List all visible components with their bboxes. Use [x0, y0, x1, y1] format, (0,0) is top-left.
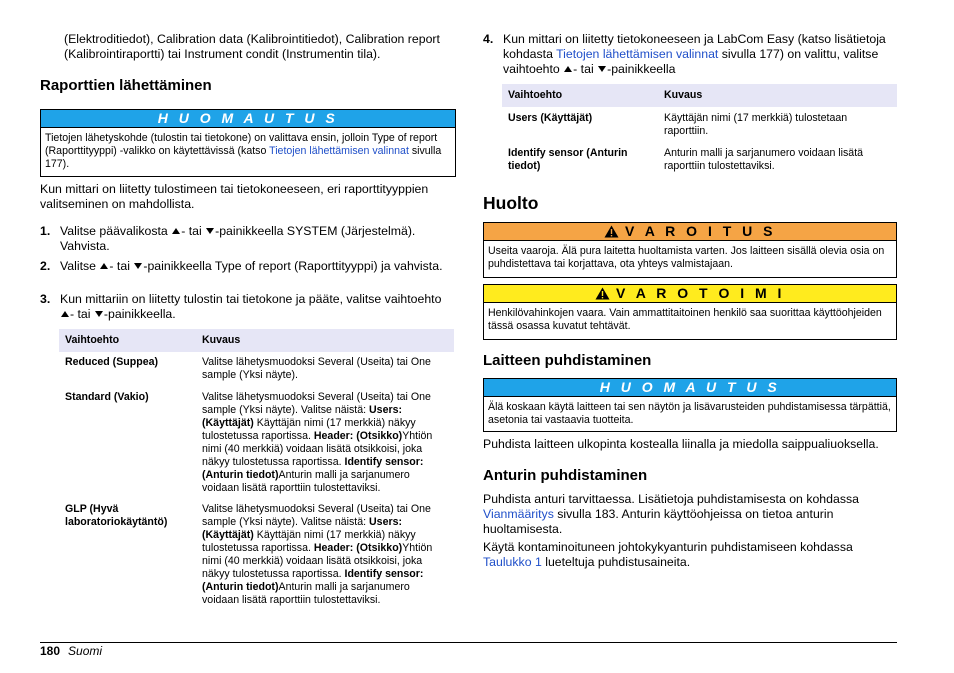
table-row [59, 386, 454, 498]
table-header-option: Vaihtoehto [502, 84, 658, 107]
reports-paragraph: Kun mittari on liitetty tulostimeen tai tietokoneeseen, eri raporttityyppien valitseminen on mahdollista. [40, 182, 429, 211]
notice-link[interactable]: Tietojen lähettämisen valinnat [269, 145, 409, 157]
warning-triangle-icon [595, 287, 610, 300]
triangle-down-icon [134, 263, 142, 269]
step4-link[interactable]: Tietojen lähettämisen valinnat [556, 47, 719, 61]
labcom-options-table [502, 84, 897, 173]
caution-label: V A R O T O I M I [484, 285, 896, 303]
step-2: 2. Valitse - tai -painikkeella Type of report (Raporttityyppi) ja vahvista. [40, 259, 443, 273]
sensor-paragraph-2: Käytä kontaminoituneen johtokykyanturin puhdistamiseen kohdassa Taulukko 1 lueteltuja puhdistusaineita. [483, 540, 853, 569]
sensor-paragraph-1: Puhdista anturi tarvittaessa. Lisätietoja puhdistamisesta on kohdassa Vianmääritys sivulla 183. Anturin käyttöohjeissa on tietoa anturin huoltamisesta. [483, 492, 859, 536]
warning-triangle-icon [604, 225, 619, 238]
section-heading-sensor: Anturin puhdistaminen [483, 467, 648, 484]
triangle-down-icon [206, 228, 214, 234]
caution-text: Henkilövahinkojen vaara. Vain ammattitaitoinen henkilö saa suorittaa käyttöohjeiden tässä osassa kuvatut tehtävät. [488, 307, 882, 332]
notice-label: H U O M A U T U S [484, 379, 896, 397]
footer-language: Suomi [68, 644, 103, 658]
section-heading-huolto: Huolto [483, 193, 539, 213]
triangle-up-icon [172, 228, 180, 234]
table-row [59, 352, 454, 386]
cleaning-paragraph: Puhdista laitteen ulkopinta kostealla liinalla ja miedolla saippualiuoksella. [483, 437, 879, 451]
table-cell-description: Käyttäjän nimi (17 merkkiä) tulostetaan raporttiin. [664, 112, 848, 137]
warning-text: Useita vaaroja. Älä pura laitetta huoltamista varten. Jos laitteen sisällä olevia osia on puhdistettava tai korjattava, ota yhteys valmistajaan. [488, 245, 885, 270]
notice-text: Tietojen lähetyskohde (tulostin tai tietokone) on valittava ensin, jolloin Type of report (Raporttityyppi) -valikko on käytettävissä (katso Tietojen lähettämisen valinnat sivulla 177). [45, 132, 442, 170]
warning-box [483, 222, 897, 278]
table-cell-description: Valitse lähetysmuodoksi Several (Useita) tai One sample (Yksi näyte). Valitse näistä: Users: (Käyttäjät) Käyttäjän nimi (17 merkkiä) näkyy tulostetussa raportissa. Header: (Otsikko)Yhtiön nimi (40 merkkiä) voidaan lisätä otsikkoisi, joka näkyy tulostetussa raportissa. Identify sensor: (Anturin tiedot)Anturin malli ja sarjanumero voidaan lisätä raporttiin tulostettaviksi. [202, 391, 433, 494]
table-cell-description: Anturin malli ja sarjanumero voidaan lisätä raporttiin tulostettaviksi. [664, 147, 864, 172]
table-cell-option: Users (Käyttäjät) [508, 112, 593, 124]
table-cell-option: GLP (Hyvä laboratoriokäytäntö) [65, 503, 168, 528]
notice-box-cleaning [483, 378, 897, 432]
triangle-down-icon [598, 66, 606, 72]
table-header-row [59, 329, 454, 352]
table-1-link[interactable]: Taulukko 1 [483, 555, 542, 569]
intro-text: (Elektroditiedot), Calibration data (Kalibrointitiedot), Calibration report (Kalibrointiraportti) tai Instrument condit (Instrumentin tila). [64, 32, 440, 61]
triangle-up-icon [100, 263, 108, 269]
page-number: 180 [40, 644, 61, 658]
table-cell-description: Valitse lähetysmuodoksi Several (Useita) tai One sample (Yksi näyte). Valitse näistä: Users: (Käyttäjät) Käyttäjän nimi (17 merkkiä) näkyy tulostetussa raportissa. Header: (Otsikko)Yhtiön nimi (40 merkkiä) voidaan lisätä otsikkoisi, joka näkyy tulostetussa raportissa. Identify sensor: (Anturin tiedot)Anturin malli ja sarjanumero voidaan lisätä raporttiin tulostettaviksi. [202, 503, 433, 606]
step-4: 4. Kun mittari on liitetty tietokoneeseen ja LabCom Easy (katso lisätietoja kohdasta Tietojen lähettämisen valinnat sivulla 177) on valittu, valitse vaihtoehto - tai -painikkeella [483, 32, 886, 76]
warning-label: V A R O I T U S [484, 223, 896, 241]
section-heading-reports: Raporttien lähettäminen [40, 77, 212, 94]
table-row [502, 142, 897, 173]
page-footer [40, 644, 102, 658]
table-row [59, 498, 454, 607]
notice-box-reports [40, 109, 456, 177]
table-cell-option: Standard (Vakio) [65, 391, 149, 403]
notice-text: Älä koskaan käytä laitteen tai sen näytön ja lisävarusteiden puhdistamisessa tärpättiä, asetonia tai vastaavia tuotteita. [488, 401, 891, 426]
triangle-up-icon [564, 66, 572, 72]
table-cell-description: Valitse lähetysmuodoksi Several (Useita) tai One sample (Yksi näyte). [202, 356, 431, 381]
table-header-description: Kuvaus [196, 329, 454, 352]
table-header-description: Kuvaus [658, 84, 897, 107]
report-type-table [59, 329, 454, 607]
section-heading-cleaning: Laitteen puhdistaminen [483, 352, 652, 369]
triangle-down-icon [95, 311, 103, 317]
table-header-option: Vaihtoehto [59, 329, 196, 352]
table-header-row [502, 84, 897, 107]
triangle-up-icon [61, 311, 69, 317]
notice-label: H U O M A U T U S [41, 110, 455, 128]
step-1: 1. Valitse päävalikosta - tai -painikkeella SYSTEM (Järjestelmä). Vahvista. [40, 224, 416, 253]
table-cell-option: Reduced (Suppea) [65, 356, 159, 368]
troubleshooting-link[interactable]: Vianmääritys [483, 507, 554, 521]
step-3: 3. Kun mittariin on liitetty tulostin tai tietokone ja pääte, valitse vaihtoehto - tai -painikkeella. [40, 292, 442, 321]
table-cell-option: Identify sensor (Anturin tiedot) [508, 147, 628, 172]
footer-divider [40, 642, 897, 643]
caution-box [483, 284, 897, 340]
table-row [502, 107, 897, 142]
